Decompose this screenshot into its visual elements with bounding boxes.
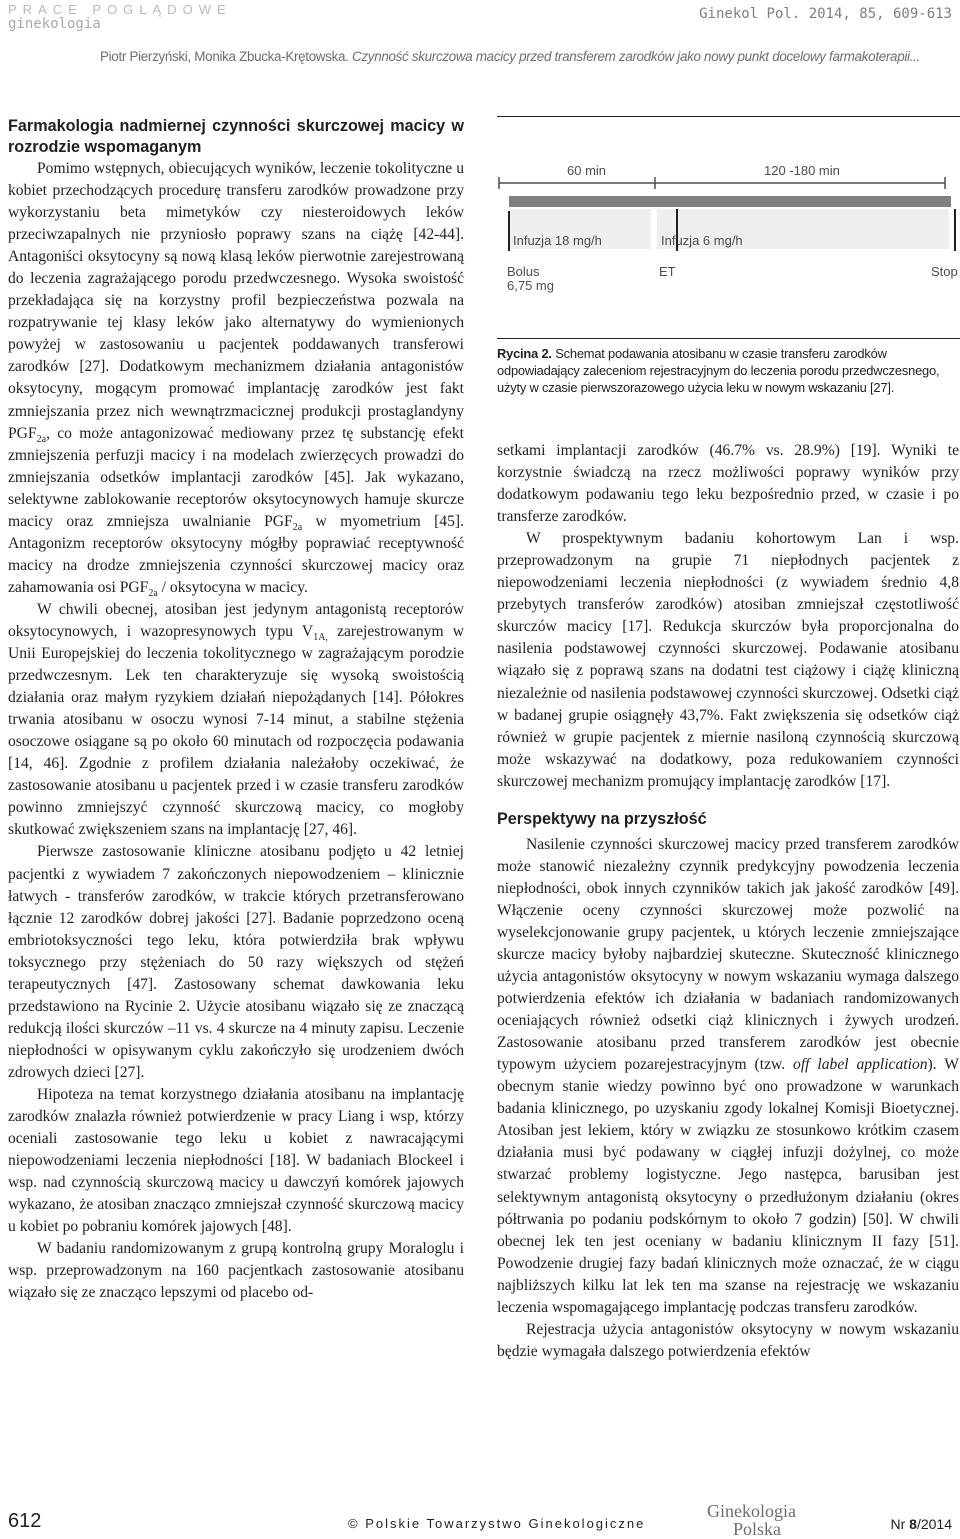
paragraph: W prospektywnym badaniu kohortowym Lan i wsp. przeprowadzonym na grupie 71 niepłodnych pacjentek z niepowodzeniami leczenia niepłodności (z wywiadem średnio 4,8 przebytych transferów zarodków) atosiban zmniejszał częstotliwość skurczów macicy [17]. Redukcja skurczów była proporcjonalna do nasilenia podstawowej czynności skurczowej. Podawanie atosibanu wiązało się z poprawą szans na dodatni test ciążowy i ciążę kliniczną niezależnie od nasilenia podstawowej czynności skurczowej. Odsetki ciąż w badanej grupie osiągnęły 43,7%. Fakt zwiększenia się odsetków ciąż również w grupie pacjentek z miernie nasiloną czynnością skurczową może wskazywać na dodatkowy, poza redukowaniem czynności skurczowej mechanizm promujący implantację zarodków [17].	[497, 530, 959, 790]
label-infusion-6: Infuzja 6 mg/h	[661, 233, 743, 248]
dosing-timeline-diagram	[497, 117, 960, 338]
issue-number: Nr 8/2014	[890, 1516, 952, 1532]
section-heading-pharmacology: Farmakologia nadmiernej czynności skurczowej macicy w rozrodzie wspomaganym	[8, 117, 464, 156]
journal-name: ginekologia	[8, 16, 101, 32]
paragraph: Pierwsze zastosowanie kliniczne atosibanu podjęto u 42 letniej pacjentki z wywiadem 7 zakończonych niepowodzeniem – klinicznie łatwych - transferów zarodków, w trakcie których przetransferowano łącznie 12 zarodków dobrej jakości [27]. Badanie poprzedzono oceną embriotoksyczności tego leku, która potwierdziła brak wpływu toksycznego przy stężeniach do 50 razy większych od stężeń terapeutycznych [47]. Zastosowany schemat dawkowania leku przedstawiono na Rycinie 2. Użycie atosibanu wiązało się ze znaczącą redukcją ilości skurczów –11 vs. 4 skurcze na 4 minuty zapisu. Leczenie niepłodności w opisywanym cyklu zakończyło się urodzeniem dwóch zdrowych dzieci [27].	[8, 843, 464, 1081]
label-120-180min: 120 -180 min	[764, 163, 840, 178]
infusion-bar-total	[509, 196, 951, 207]
label-stop: Stop	[931, 264, 958, 279]
right-column	[497, 440, 959, 1363]
paragraph: W badaniu randomizowanym z grupą kontrolną grupy Moraloglu i wsp. przeprowadzonym na 160 pacjentkach zastosowanie atosibanu wiązało się ze znacząco lepszymi od placebo od-	[8, 1240, 464, 1302]
label-bolus-dose: 6,75 mg	[507, 278, 554, 293]
paragraph: Nasilenie czynności skurczowej macicy przed transferem zarodków może stanowić niezależny czynnik predykcyjny powodzenia leczenia niepłodności, obok innych czynników takich jak jakość zarodków [49]. Włączenie oceny czynności skurczowej może pozwolić na wyselekcjonowanie grupy pacjentek, u których leczenie zmniejszające skurcze macicy byłoby najbardziej skuteczne. Skuteczność klinicznego użycia antagonistów oksytocyny w nowym wskazaniu wymaga dalszego potwierdzenia efektów ich działania w badaniach randomizowanych oceniających również odsetki ciąż klinicznych i żywych urodzeń. Zastosowanie atosibanu przed transferem zarodków jest obecnie typowym użyciem pozarejestracyjnym (tzw. off label application). W obecnym stanie wiedzy powinno być ono prowadzone w warunkach badania klinicznego, po uzyskaniu zgody lokalnej Komisji Bioetycznej. Atosiban jest lekiem, który w związku ze stosunkowo krótkim czasem działania musi być podawany w ciągłej infuzji dożylnej, co może stwarzać problemy logistyczne. Jego następca, barusiban jest selektywnym antagonistą oksytocyny o przedłużonym działaniu (okres półtrwania po podaniu podskórnym to około 7 godzin) [50]. W chwili obecnej lek ten jest oceniany w badaniu klinicznym II fazy [51]. Powodzenie drugiej fazy badań klinicznych może oznaczać, że w ciągu najbliższych kilku lat lek ten ma szanse na rejestrację we wskazaniu leczenia wspomagającego implantację podczas transferu zarodków.	[497, 835, 959, 1316]
paragraph: Pomimo wstępnych, obiecujących wyników, leczenie tokolityczne u kobiet przechodzących procedurę transferu zarodków prowadzone przy wykorzystaniu beta mimetyków czy niesteroidowych leków przeciwzapalnych nie przyniosło poprawy szans na ciążę [42-44]. Antagoniści oksytocyny są nową klasą leków pierwotnie zarejestrowaną do leczenia zagrażającego porodu przedwczesnego. Wysoka swoistość przekładająca się na korzystny profil bezpieczeństwa pozwala na rozpatrywanie tej klasy leków jako alternatywy do wymienionych powyżej w zastosowaniu u pacjentek poddawanych transferowi zarodków [27]. Dodatkowym mechanizmem działania antagonistów oksytocyny, mogącym promować implantację zarodków jest fakt zmniejszania przez nich wewnątrzmacicznej produkcji prostaglandyny $PGF_{2a}$, co może antagonizować mediowany przez tę substancję efekt zmniejszenia perfuzji macicy i na modelach zwierzęcych prowadzi do zmniejszania odsetków implantacji zarodków [45]. Jak wykazano, selektywne zablokowanie receptorów oksytocynowych hamuje skurcze macicy oraz zmniejsza uwalnianie $PGF_{2a}$ w myometrium [45]. Antagonizm receptorów oksytocyny mógłby poprawiać receptywność macicy na drodze zmniejszenia czynności skurczowej macicy oraz zahamowania osi $PGF_{2a}$ / oksytocyna w macicy.	[8, 160, 464, 599]
paragraph: Hipoteza na temat korzystnego działania atosibanu na implantację zarodków znalazła również potwierdzenie w pracy Liang i wsp, którzy oceniali zastosowanie tego leku u kobiet z nawracającymi niepowodzeniami leczenia niepłodności [18]. W badaniach Blockeel i wsp. nad czynnością skurczową macicy u dawczyń komórek jajowych wykazano, że atosiban znacząco zmniejszał czynność skurczową macicy u kobiet po pobraniu komórek jajowych [48].	[8, 1085, 464, 1236]
label-infusion-18: Infuzja 18 mg/h	[513, 233, 602, 248]
running-title: Czynność skurczowa macicy przed transferem zarodków jako nowy punkt docelowy farmakoterapii...	[352, 49, 920, 64]
copyright-notice: © Polskie Towarzystwo Ginekologiczne	[348, 1516, 646, 1531]
caption-label: Rycina 2.	[497, 346, 552, 361]
running-authors: Piotr Pierzyński, Monika Zbucka-Krętowska.	[100, 49, 349, 64]
section-label: PRACE POGLĄDOWE	[8, 2, 232, 17]
label-et: ET	[659, 264, 676, 279]
left-column	[8, 116, 464, 1304]
running-header	[100, 49, 920, 64]
svg-text:Ginekologia: Ginekologia	[707, 1501, 796, 1521]
journal-citation: Ginekol Pol. 2014, 85, 609-613	[699, 6, 952, 22]
caption-text: Schemat podawania atosibanu w czasie transferu zarodków odpowiadający zaleceniom rejestracyjnym do leczenia porodu przedwczesnego, użyty w czasie pierwszorazowego użycia leku w nowym wskazaniu [27].	[497, 346, 940, 395]
section-heading-perspectives: Perspektywy na przyszłość	[497, 809, 707, 828]
figure-dosing-schema	[497, 116, 960, 339]
paragraph: W chwili obecnej, atosiban jest jedynym antagonistą receptorów oksytocynowych, i wazopresynowych typu $V_{1A,}$ zarejestrowanym w Unii Europejskiej do leczenia tokolitycznego w zagrażającym porodzie przedwczesnym. Lek ten charakteryzuje się wysoką swoistością działania oraz małym ryzykiem działań niepożądanych [14]. Półokres trwania atosibanu w osoczu wynosi 7-14 minut, a stabilne stężenia osoczowe osiągane są po około 60 minutach od rozpoczęcia podawania [14, 46]. Zgodnie z profilem działania należałoby oczekiwać, że zastosowanie atosibanu u pacjentek przed i w czasie transferu zarodków powinno zmniejszyć czynność skurczową macicy, co mogłoby skutkować zwiększeniem szans na implantację [27, 46].	[8, 600, 464, 839]
label-bolus: Bolus	[507, 264, 540, 279]
ginekologia-polska-logo	[705, 1500, 797, 1538]
svg-text:Polska: Polska	[733, 1519, 782, 1538]
page-number: 612	[8, 1510, 42, 1532]
paragraph: setkami implantacji zarodków (46.7% vs. 28.9%) [19]. Wyniki te korzystnie świadczą na rzecz możliwości poprawy wyników przy dodatkowym podawaniu tego leku bezpośrednio przed, w czasie i po transferze zarodków.	[497, 442, 959, 526]
label-60min: 60 min	[567, 163, 607, 178]
figure-caption	[497, 345, 959, 396]
paragraph: Rejestracja użycia antagonistów oksytocyny w nowym wskazaniu będzie wymagała dalszego potwierdzenia efektów	[497, 1320, 959, 1360]
